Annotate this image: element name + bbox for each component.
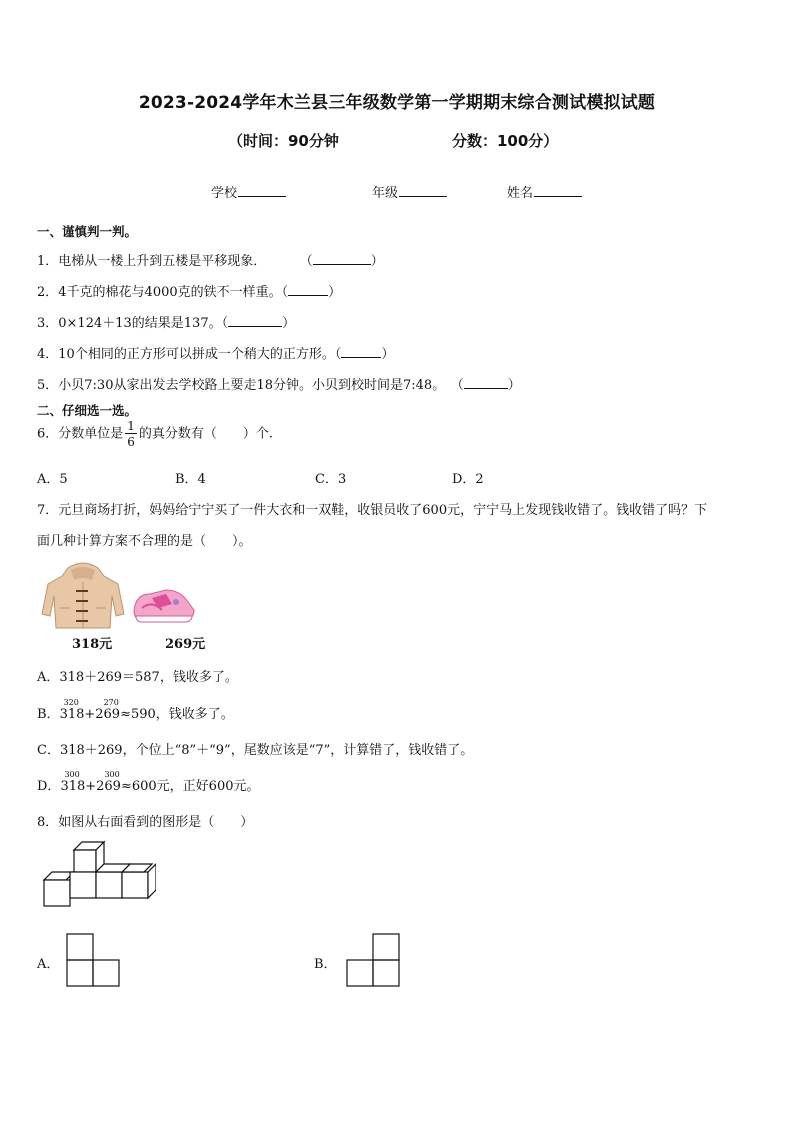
fraction: $\frac{1}{6}$ (127, 419, 135, 449)
page-title: 2023-2024学年木兰县三年级数学第一学期期末综合测试模拟试题 (138, 93, 656, 113)
section-1-heading: 一、谨慎判一判。 (37, 224, 138, 239)
q8-option-a-figure[interactable] (66, 932, 120, 988)
q6-option-c[interactable]: C．3 (315, 472, 347, 487)
question-2: 2．4千克的棉花与4000克的铁不一样重。（ ） (37, 285, 342, 300)
q6-option-d[interactable]: D．2 (452, 472, 484, 487)
q8-option-b-label[interactable]: B． (314, 957, 337, 972)
question-1: 1．电梯从一楼上升到五楼是平移现象． （ ） (37, 254, 384, 269)
question-7-line2: 面几种计算方案不合理的是（ ）。 (37, 534, 252, 549)
question-7-line1: 7．元旦商场打折，妈妈给宁宁买了一件大衣和一双鞋，收银员收了600元，宁宁马上发现钱收错了。钱收错了吗？下 (37, 503, 708, 518)
school-field[interactable]: 学校 (211, 182, 286, 201)
estimate-label: 300 (64, 770, 80, 779)
estimate-label: 320 (63, 698, 79, 707)
question-6: 6．分数单位是 $\frac{1}{6}$ 的真分数有（ ）个. (37, 419, 274, 449)
q8-option-a-label[interactable]: A． (37, 957, 60, 972)
question-8: 8．如图从右面看到的图形是（ ） (37, 815, 254, 830)
section-2-heading: 二、仔细选一选。 (37, 403, 138, 418)
answer-blank[interactable] (313, 252, 371, 265)
q8-option-b-figure[interactable] (346, 932, 402, 988)
answer-blank[interactable] (464, 376, 508, 389)
answer-blank[interactable] (288, 283, 328, 296)
question-4: 4．10个相同的正方形可以拼成一个稍大的正方形。（ ） (37, 347, 395, 362)
coat-image (38, 562, 128, 632)
question-3: 3．0×124＋13的结果是137。（ ） (37, 316, 296, 331)
shoe-price: 269元 (165, 637, 206, 652)
q7-option-a[interactable]: A．318＋269＝587，钱收多了。 (37, 670, 238, 685)
question-5: 5．小贝7:30从家出发去学校路上要走18分钟。小贝到校时间是7:48。 （ ） (37, 378, 521, 393)
answer-blank[interactable] (228, 314, 282, 327)
estimate-label: 270 (103, 698, 119, 707)
shoe-image (132, 580, 196, 628)
exam-score: 分数：100分） (452, 132, 559, 150)
q7-option-b[interactable]: B． 320 270 318+269≈590，钱收多了。 (37, 698, 234, 722)
q6-option-a[interactable]: A．5 (37, 472, 68, 487)
q6-option-b[interactable]: B．4 (175, 472, 206, 487)
grade-field[interactable]: 年级 (372, 182, 447, 201)
q7-option-d[interactable]: D． 300 300 318+269≈600元，正好600元。 (37, 770, 260, 794)
exam-time: （时间：90分钟 (228, 132, 339, 150)
coat-price: 318元 (72, 637, 113, 652)
answer-blank[interactable] (341, 345, 381, 358)
q7-option-c[interactable]: C．318＋269，个位上“8”＋“9”，尾数应该是“7”，计算错了，钱收错了。 (37, 743, 474, 758)
cube-figure (40, 840, 156, 910)
estimate-label: 300 (104, 770, 120, 779)
name-field[interactable]: 姓名 (507, 182, 582, 201)
